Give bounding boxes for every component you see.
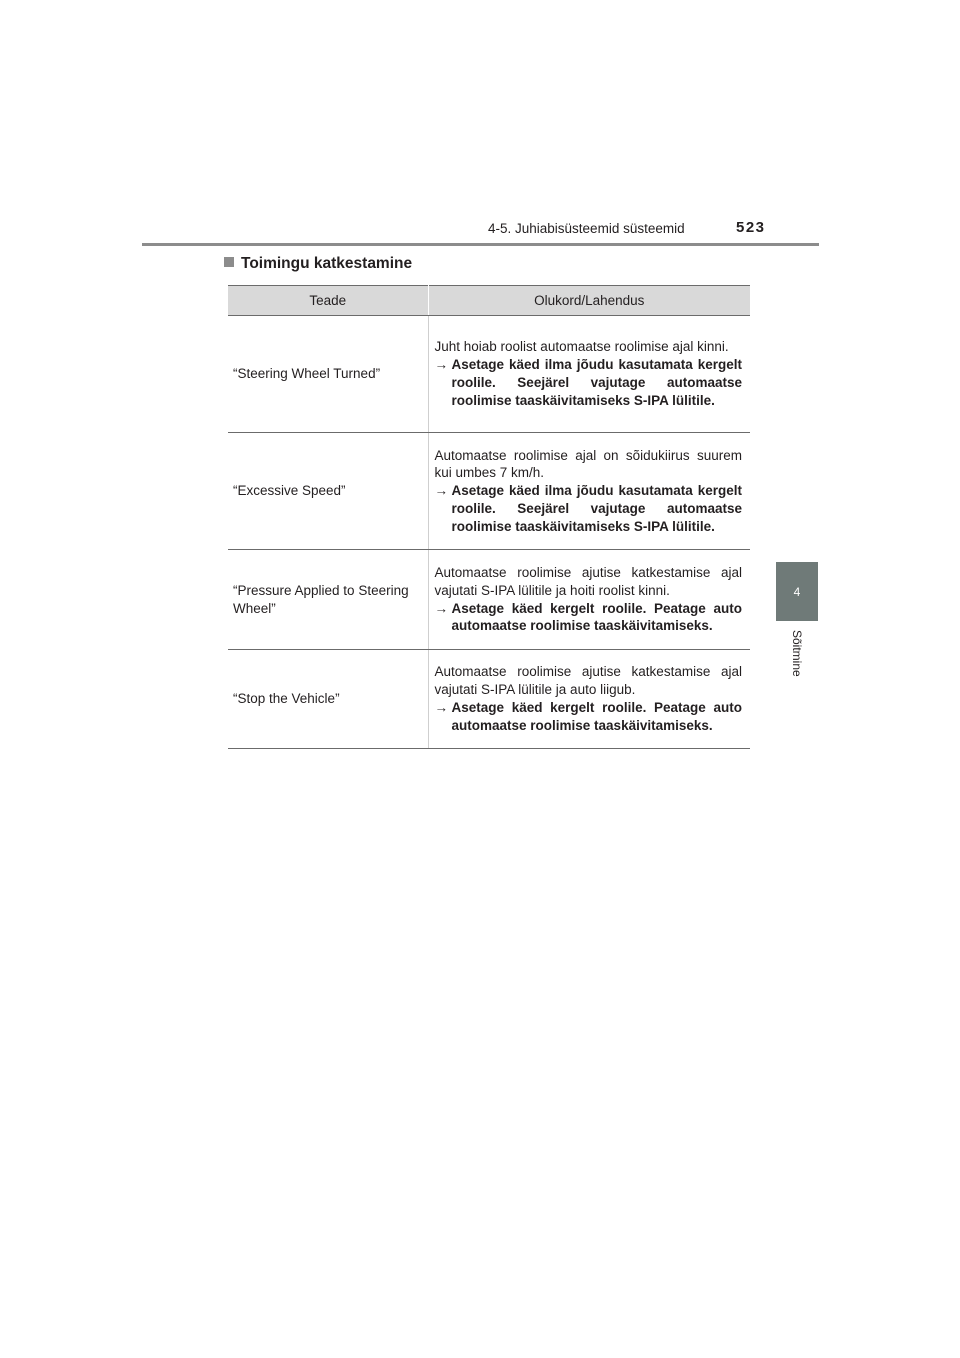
column-header-message: Teade: [228, 286, 428, 316]
remedy-body: Asetage käed kergelt roolile. Peatage auto automaatse roolimise taaskäivitamiseks.: [451, 600, 742, 634]
square-bullet-icon: [224, 257, 234, 267]
right-arrow-icon: →: [434, 700, 448, 715]
solution-cell: [428, 550, 750, 650]
situation-text: Juht hoiab roolist automaatse roolimise ajal kinni.: [434, 339, 729, 355]
chapter-label: Sõitmine: [790, 630, 804, 677]
running-header: 4-5. Juhiabisüsteemid süsteemid: [488, 221, 685, 236]
situation-text: Automaatse roolimise ajal on sõidukiirus suurem kui umbes 7 km/h.: [434, 447, 742, 481]
solution-cell: [428, 316, 750, 433]
chapter-tab: [776, 562, 818, 621]
remedy-text: [435, 600, 743, 636]
remedy-body: Asetage käed ilma jõudu kasutamata kergelt roolile. Seejärel vajutage automaatse roolimise taaskäivitamiseks S-IPA lülitile.: [451, 357, 742, 408]
message-cell: “Stop the Vehicle”: [228, 650, 428, 749]
remedy-text: [435, 356, 743, 409]
situation-text: Automaatse roolimise ajutise katkestamise ajal vajutati S-IPA lülitile ja auto liigub.: [434, 664, 742, 698]
table-row: [228, 316, 750, 433]
table-row: [228, 650, 750, 749]
message-cell: “Pressure Applied to Steering Wheel”: [228, 550, 428, 650]
chapter-number: 4: [793, 584, 801, 599]
situation-text: Automaatse roolimise ajutise katkestamise ajal vajutati S-IPA lülitile ja hoiti roolist kinni.: [434, 564, 742, 598]
table-row: [228, 433, 750, 550]
header-divider: [142, 243, 819, 246]
table-header-row: [228, 286, 750, 316]
remedy-body: Asetage käed kergelt roolile. Peatage auto automaatse roolimise taaskäivitamiseks.: [451, 700, 742, 733]
message-cell: “Excessive Speed”: [228, 433, 428, 550]
section-heading: [224, 255, 412, 273]
section-heading-text: Toimingu katkestamine: [241, 255, 413, 272]
message-table: [228, 285, 750, 749]
right-arrow-icon: →: [434, 357, 448, 373]
remedy-text: [435, 482, 743, 535]
solution-cell: [428, 650, 750, 749]
message-cell: “Steering Wheel Turned”: [228, 316, 428, 433]
right-arrow-icon: →: [434, 600, 448, 616]
remedy-text: [435, 699, 743, 735]
solution-cell: [428, 433, 750, 550]
page-number: 523: [736, 219, 766, 236]
table-row: [228, 550, 750, 650]
column-header-solution: Olukord/Lahendus: [428, 286, 750, 316]
remedy-body: Asetage käed ilma jõudu kasutamata kergelt roolile. Seejärel vajutage automaatse roolimise taaskäivitamiseks S-IPA lülitile.: [451, 483, 742, 534]
right-arrow-icon: →: [434, 483, 448, 499]
